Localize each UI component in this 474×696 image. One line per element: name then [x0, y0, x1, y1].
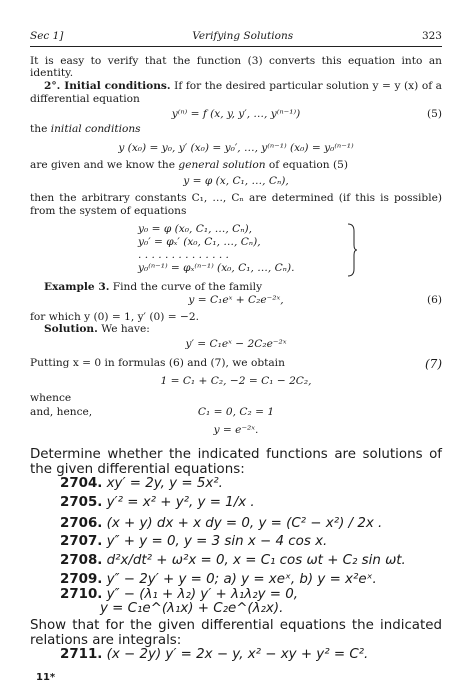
- header-page-number: 323: [421, 30, 442, 42]
- given-text-b: of equation (5): [265, 158, 349, 171]
- problem-number: 2709.: [60, 571, 103, 587]
- problem-text: y″ − 2y′ + y = 0; a) y = xeˣ, b) y = x²eˣ.: [106, 571, 377, 587]
- equation-6-number: (6): [426, 294, 442, 307]
- constants-system: [30, 375, 442, 388]
- constants-values-line: [30, 406, 442, 420]
- problem-number: 2710.: [60, 586, 103, 602]
- problem-text: y′² = x² + y², y = 1/x .: [106, 494, 255, 510]
- and-hence-word: and, hence,: [30, 405, 93, 418]
- problem-number: 2705.: [60, 494, 103, 510]
- initial-conditions-italic: initial conditions: [50, 123, 141, 136]
- running-header: [30, 30, 442, 47]
- problem-2709: [60, 573, 442, 588]
- example-3-line: [30, 281, 442, 294]
- constants-paragraph: then the arbitrary constants C₁, …, Cₙ are determined (if this is possible) from the system of equations: [30, 191, 442, 217]
- problem-2711: [60, 648, 442, 663]
- system-line-2: y₀′ = φₓ′ (x₀, C₁, …, Cₙ),: [138, 236, 261, 249]
- system-line-4: y₀⁽ⁿ⁻¹⁾ = φₓ⁽ⁿ⁻¹⁾ (x₀, C₁, …, Cₙ).: [138, 262, 295, 275]
- equation-6: [30, 294, 442, 307]
- equation-5: [30, 108, 442, 121]
- final-equation: [30, 424, 442, 437]
- solution-line: [30, 323, 442, 336]
- problem-text: xy′ = 2y, y = 5x².: [106, 476, 223, 492]
- system-line-1: y₀ = φ (x₀, C₁, …, Cₙ),: [138, 223, 253, 236]
- constants-system-body: 1 = C₁ + C₂, −2 = C₁ − 2C₂,: [160, 374, 312, 387]
- problem-2705: [60, 496, 442, 511]
- show-paragraph: Show that for the given differential equations the indicated relations are integrals:: [30, 618, 442, 648]
- whence-line: [30, 392, 442, 406]
- derivative-body: y′ = C₁eˣ − 2C₂e⁻²ˣ: [185, 338, 287, 351]
- header-section: Sec 1]: [30, 30, 64, 42]
- problem-text: y = C₁e^(λ₁x) + C₂e^(λ₂x).: [100, 601, 284, 617]
- initial-conditions-paragraph: [30, 80, 442, 105]
- initial-conditions-text: If for the desired particular solution y = y (x) of a differential equation: [30, 80, 442, 105]
- problem-2707: [60, 535, 442, 550]
- constants-values: C₁ = 0, C₂ = 1: [197, 405, 275, 418]
- general-solution-body: y = φ (x, C₁, …, Cₙ),: [183, 175, 289, 188]
- equation-7-number: (7): [425, 356, 442, 371]
- signature-mark: 11*: [36, 672, 56, 683]
- problem-text: d²x/dt² + ω²x = 0, x = C₁ cos ωt + C₂ sin ωt.: [106, 553, 406, 569]
- solution-text: We have:: [97, 323, 150, 336]
- problem-2710-continued: [60, 602, 442, 617]
- problem-text: y″ + y = 0, y = 3 sin x − 4 cos x.: [106, 534, 328, 550]
- initial-conditions-equation: [30, 142, 442, 155]
- problem-number: 2706.: [60, 515, 103, 531]
- problem-text: (x − 2y) y′ = 2x − y, x² − xy + y² = C².: [106, 647, 369, 662]
- final-body: y = e⁻²ˣ.: [213, 423, 259, 436]
- problem-2710: [60, 588, 442, 603]
- problem-2706: [60, 517, 442, 532]
- system-line-3: . . . . . . . . . . . . . .: [138, 249, 229, 262]
- whence-word: whence: [30, 391, 72, 404]
- problem-text: y″ − (λ₁ + λ₂) y′ + λ₁λ₂y = 0,: [106, 586, 299, 602]
- equation-5-body: y⁽ⁿ⁾ = f (x, y, y′, …, y⁽ⁿ⁻¹⁾): [171, 108, 301, 121]
- header-title: Verifying Solutions: [192, 30, 294, 42]
- solution-label: Solution.: [44, 323, 98, 336]
- initial-conditions-heading: 2°. Initial conditions.: [44, 80, 171, 92]
- initial-conditions-line: [30, 123, 442, 136]
- problem-2708: [60, 554, 442, 569]
- general-solution-equation: [30, 175, 442, 188]
- given-text-a: are given and we know the: [30, 158, 179, 171]
- example-label: Example 3.: [44, 281, 110, 294]
- problem-number: 2708.: [60, 553, 103, 569]
- problem-number: 2711.: [60, 647, 103, 662]
- initial-conditions-body: y (x₀) = y₀, y′ (x₀) = y₀′, …, y⁽ⁿ⁻¹⁾ (x₀) = y₀⁽ⁿ⁻¹⁾: [118, 141, 354, 154]
- problem-number: 2704.: [60, 476, 103, 492]
- general-solution-line: [30, 159, 442, 172]
- determine-paragraph: Determine whether the indicated functions are solutions of the given differential equations:: [30, 447, 442, 477]
- the-word: the: [30, 123, 51, 136]
- problem-2704: [60, 477, 442, 492]
- equation-6-body: y = C₁eˣ + C₂e⁻²ˣ,: [188, 294, 284, 307]
- example-text: Find the curve of the family: [109, 281, 263, 294]
- equation-5-number: (5): [426, 108, 442, 121]
- right-brace-icon: [346, 223, 358, 277]
- system-of-equations: [138, 223, 438, 275]
- for-which-line: for which y (0) = 1, y′ (0) = −2.: [30, 310, 199, 323]
- putting-line: [30, 357, 442, 371]
- derivative-equation: [30, 338, 442, 351]
- putting-text: Putting x = 0 in formulas (6) and (7), we obtain: [30, 356, 285, 369]
- problem-number: 2707.: [60, 534, 103, 550]
- general-solution-italic: general solution: [178, 158, 266, 171]
- problem-text: (x + y) dx + x dy = 0, y = (C² − x²) / 2x .: [106, 515, 383, 531]
- problem-list: [30, 477, 442, 617]
- intro-paragraph: It is easy to verify that the function (3) converts this equation into an identity.: [30, 54, 442, 80]
- page: [30, 30, 442, 663]
